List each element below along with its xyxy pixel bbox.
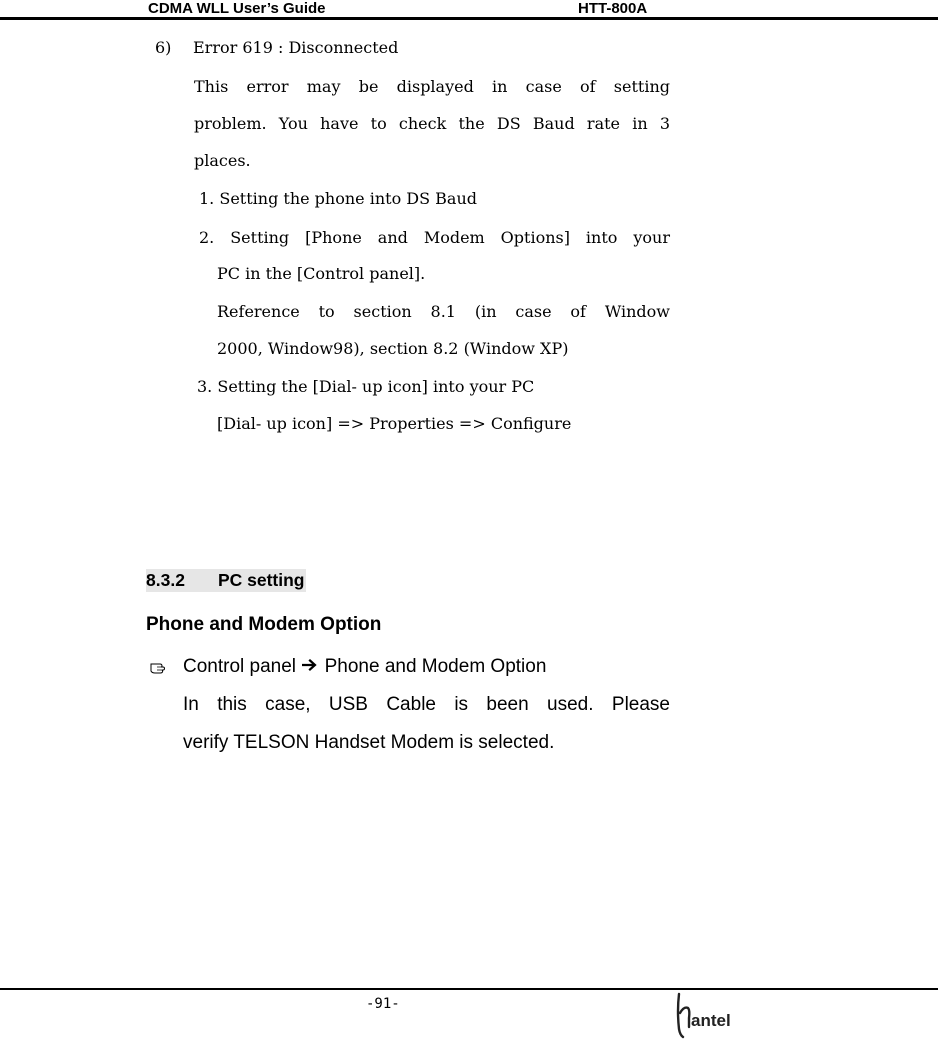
- step-3-cont: [Dial- up icon] => Properties => Configure: [217, 414, 572, 433]
- pointing-hand-icon: [148, 657, 168, 677]
- svg-text:antel: antel: [691, 1011, 731, 1030]
- subheading: Phone and Modem Option: [146, 614, 382, 635]
- error-desc-line: This error may be displayed in case of setting: [194, 77, 670, 96]
- model-number: HTT-800A: [578, 0, 648, 17]
- bullet-text: [183, 656, 546, 678]
- hantel-logo: [674, 991, 744, 1039]
- section-heading: [146, 569, 306, 592]
- error-title: Error 619 : Disconnected: [193, 38, 399, 57]
- page-number: -91-: [366, 996, 400, 1012]
- footer-rule: [0, 988, 938, 990]
- bullet-part-1: Control panel: [183, 656, 297, 678]
- paragraph-line: verify TELSON Handset Modem is selected.: [183, 732, 555, 753]
- paragraph-line: In this case, USB Cable is been used. Please: [183, 694, 670, 715]
- section-number: 8.3.2: [146, 570, 185, 590]
- right-arrow-icon: [302, 656, 318, 678]
- step-3: 3. Setting the [Dial- up icon] into your PC: [197, 377, 535, 396]
- step-2: 2. Setting [Phone and Modem Options] into your: [199, 228, 670, 247]
- item-number: 6): [155, 38, 172, 57]
- section-title: PC setting: [217, 570, 305, 590]
- step-2-reference: 2000, Window98), section 8.2 (Window XP): [217, 339, 569, 358]
- step-2-reference: Reference to section 8.1 (in case of Window: [217, 302, 670, 321]
- step-2-cont: PC in the [Control panel].: [217, 264, 426, 283]
- header-rule: [0, 17, 938, 20]
- error-desc-line: problem. You have to check the DS Baud rate in 3: [194, 114, 670, 133]
- bullet-part-2: Phone and Modem Option: [324, 656, 547, 678]
- guide-title: CDMA WLL User’s Guide: [148, 0, 326, 17]
- step-1: 1. Setting the phone into DS Baud: [199, 189, 478, 208]
- error-desc-line: places.: [194, 151, 251, 170]
